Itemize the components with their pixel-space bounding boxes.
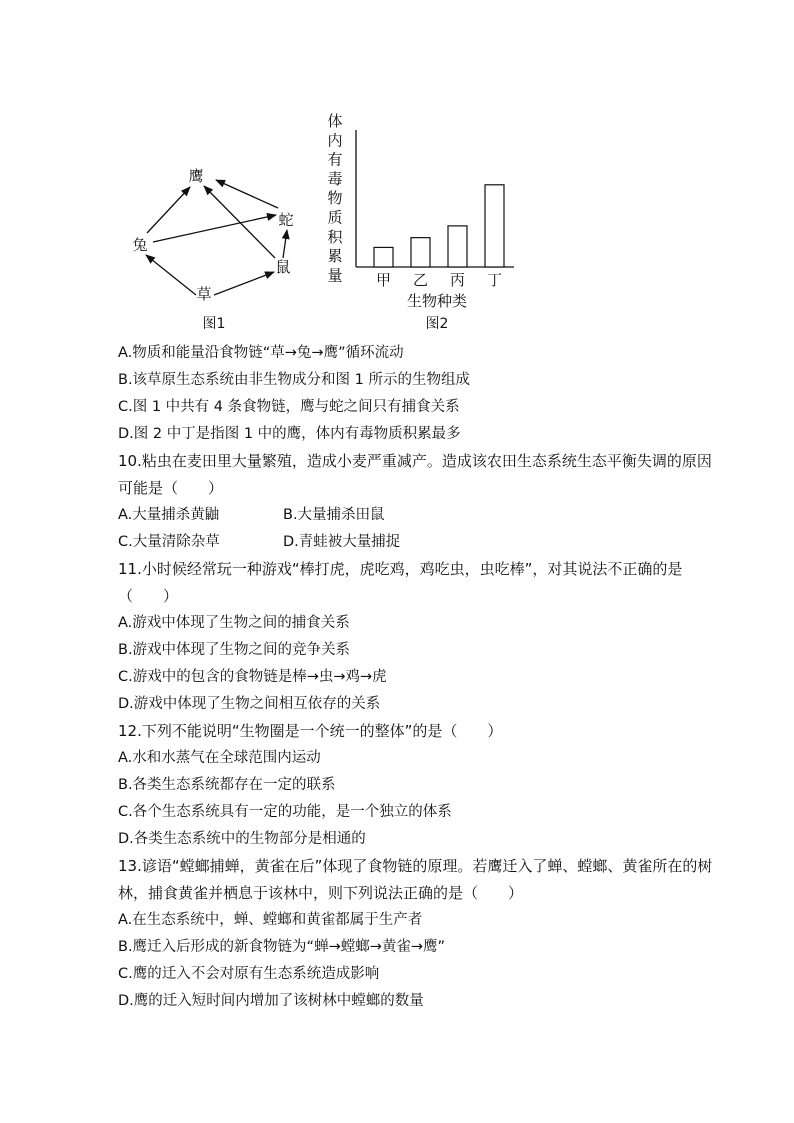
arrow-grass-rabbit [146,255,196,295]
arrow-rabbit-snake [153,215,276,242]
q10-option-b: B.大量捕杀田鼠 [283,507,385,523]
q13-option-c: C.鹰的迁入不会对原有生态系统造成影响 [118,966,380,982]
arrow-rabbit-hawk [147,187,190,233]
q12-option-a: A.水和水蒸气在全球范围内运动 [118,750,321,766]
bar-2 [411,238,430,267]
node-hawk: 鹰 [188,167,204,185]
q9-option-b: B.该草原生态系统由非生物成分和图 1 所示的生物组成 [118,372,470,388]
y-axis-label-char: 物 [327,189,343,208]
arrow-mouse-snake [283,230,287,258]
q10-option-c: C.大量清除杂草 [118,534,220,550]
figure1-caption: 图1 [202,316,226,332]
node-grass: 草 [196,285,212,303]
x-tick-label-4: 丁 [486,271,503,289]
bars [374,185,504,267]
y-axis-label-char: 累 [327,247,343,266]
q11-stem-line-2: （ ） [118,587,179,605]
q13-option-a: A.在生态系统中，蝉、螳螂和黄雀都属于生产者 [118,912,423,928]
q12-option-d: D.各类生态系统中的生物部分是相通的 [118,831,366,847]
node-rabbit: 兔 [132,236,148,254]
node-mouse: 鼠 [275,258,291,276]
arrow-mouse-hawk [204,186,275,258]
q11-option-b: B.游戏中体现了生物之间的竞争关系 [118,642,351,658]
x-tick-label-1: 甲 [375,271,392,289]
q11-stem-line-1: 11.小时候经常玩一种游戏“棒打虎，虎吃鸡，鸡吃虫，虫吃棒”，对其说法不正确的是 [118,560,683,578]
y-axis-label-char: 质 [327,208,343,227]
bar-1 [374,247,393,267]
food-web [132,167,293,332]
figures [0,0,794,340]
y-axis-label-char: 有 [327,150,343,169]
q9-option-d: D.图 2 中丁是指图 1 中的鹰，体内有毒物质积累最多 [118,426,461,442]
q10-stem-line-2: 可能是（ ） [118,479,224,497]
questions [118,340,713,1015]
bar-4 [485,185,504,267]
bar-3 [448,226,467,267]
q9-option-c: C.图 1 中共有 4 条食物链，鹰与蛇之间只有捕食关系 [118,399,460,415]
y-axis-label [327,112,343,284]
q10-option-d: D.青蛙被大量捕捉 [283,534,401,550]
figure2-caption: 图2 [425,316,449,332]
q10-options-row-1 [118,502,678,529]
q13-stem-line-1: 13.谚语“螳螂捕蝉，黄雀在后”体现了食物链的原理。若鹰迁入了蝉、螳螂、黄雀所在的树 [118,857,713,875]
q13-option-b: B.鹰迁入后形成的新食物链为“蝉→螳螂→黄雀→鹰” [118,939,446,955]
bar-chart [327,112,514,332]
y-axis-label-char: 体 [327,112,343,130]
y-axis-label-char: 内 [327,131,343,150]
y-axis-label-char: 毒 [327,169,343,188]
arrow-grass-mouse [214,272,274,295]
q12-option-b: B.各类生态系统都存在一定的联系 [118,777,336,793]
x-tick-label-2: 乙 [412,271,429,289]
q10-options-row-2 [118,529,678,556]
q11-option-c: C.游戏中的包含的食物链是棒→虫→鸡→虎 [118,669,387,685]
q10-stem-line-1: 10.粘虫在麦田里大量繁殖，造成小麦严重减产。造成该农田生态系统生态平衡失调的原因 [118,452,712,470]
q11-option-a: A.游戏中体现了生物之间的捕食关系 [118,615,350,631]
q11-option-d: D.游戏中体现了生物之间相互依存的关系 [118,696,381,712]
x-tick-label-3: 丙 [449,271,466,289]
q12-option-c: C.各个生态系统具有一定的功能，是一个独立的体系 [118,804,452,820]
y-axis-label-char: 量 [327,266,343,285]
q13-stem-line-2: 林，捕食黄雀并栖息于该林中，则下列说法正确的是（ ） [118,884,524,902]
x-axis-label: 生物种类 [406,292,468,310]
q12-stem: 12.下列不能说明“生物圈是一个统一的整体”的是（ ） [118,722,503,740]
q10-option-a: A.大量捕杀黄鼬 [118,507,220,523]
x-tick-labels [376,271,502,289]
q9-option-a: A.物质和能量沿食物链“草→兔→鹰”循环流动 [118,345,404,361]
y-axis-label-char: 积 [327,227,343,246]
node-snake: 蛇 [278,211,294,229]
q13-option-d: D.鹰的迁入短时间内增加了该树林中螳螂的数量 [118,993,424,1009]
arrow-snake-hawk [216,180,278,208]
